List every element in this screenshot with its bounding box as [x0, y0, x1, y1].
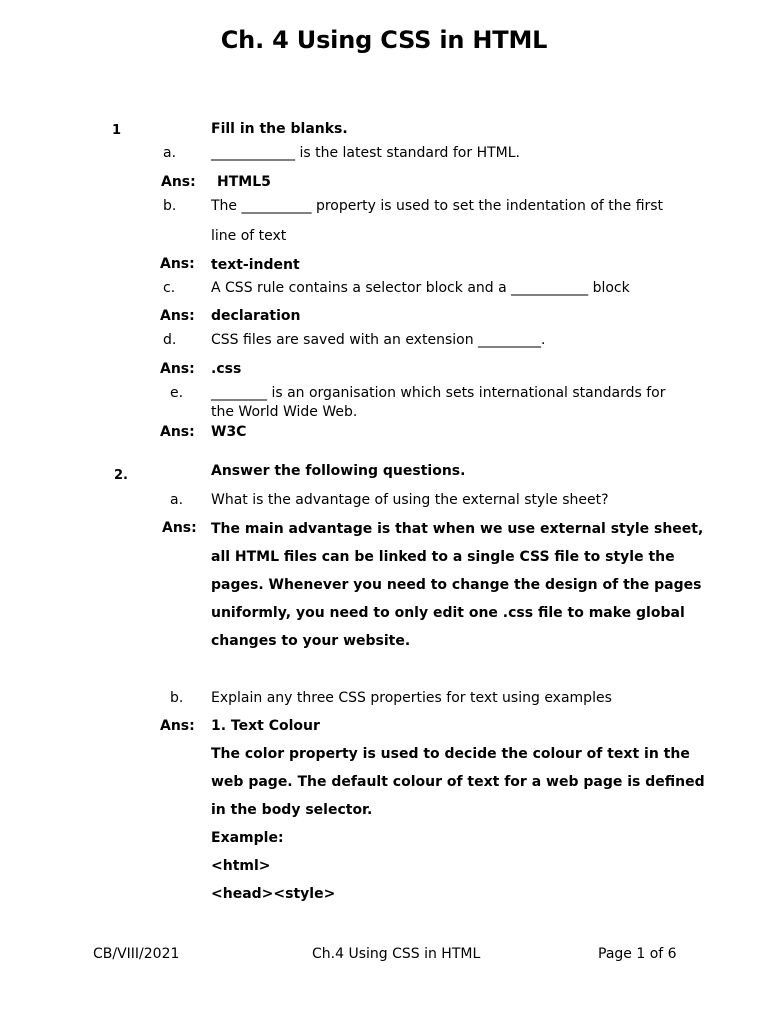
footer-left: CB/VIII/2021: [93, 946, 180, 962]
q2-a-answer-line: all HTML files can be linked to a single CSS file to style the: [211, 549, 675, 565]
item-b-ans-label: Ans:: [160, 256, 195, 272]
item-a-label: a.: [163, 145, 177, 161]
question-2-number: 2.: [114, 468, 128, 483]
item-e-label: e.: [170, 385, 184, 401]
q2-a-answer-line: uniformly, you need to only edit one .css file to make global: [211, 605, 685, 621]
q2-b-label: b.: [170, 690, 184, 706]
item-e-answer: W3C: [211, 424, 247, 440]
question-1-heading: Fill in the blanks.: [211, 121, 348, 137]
item-e-text-line1: ________ is an organisation which sets international standards for: [211, 385, 666, 401]
item-b-text-line1: The __________ property is used to set the indentation of the first: [211, 198, 664, 214]
item-b-answer: text-indent: [211, 257, 300, 273]
q2-b-answer-line: Example:: [211, 830, 284, 846]
item-e-text-line2: the World Wide Web.: [211, 404, 358, 420]
item-a-text: ____________ is the latest standard for HTML.: [211, 145, 520, 161]
q2-a-text: What is the advantage of using the external style sheet?: [211, 492, 609, 508]
q2-b-text: Explain any three CSS properties for text using examples: [211, 690, 612, 706]
q2-b-answer-line: in the body selector.: [211, 802, 373, 818]
item-d-ans-label: Ans:: [160, 361, 195, 377]
q2-b-ans-label: Ans:: [160, 718, 195, 734]
item-c-label: c.: [163, 280, 176, 296]
item-c-text: A CSS rule contains a selector block and a ___________ block: [211, 280, 630, 296]
q2-a-label: a.: [170, 492, 184, 508]
page-title: Ch. 4 Using CSS in HTML: [220, 26, 548, 54]
item-a-answer: HTML5: [217, 174, 271, 190]
q2-a-answer-line: changes to your website.: [211, 633, 411, 649]
item-d-label: d.: [163, 332, 177, 348]
item-c-ans-label: Ans:: [160, 308, 195, 324]
item-b-label: b.: [163, 198, 177, 214]
q2-a-answer-line: pages. Whenever you need to change the design of the pages: [211, 577, 702, 593]
q2-b-answer-line: The color property is used to decide the colour of text in the: [211, 746, 690, 762]
q2-a-answer-line: The main advantage is that when we use external style sheet,: [211, 521, 704, 537]
question-2-heading: Answer the following questions.: [211, 463, 466, 479]
question-1-number: 1: [112, 123, 122, 138]
footer-page-number: Page 1 of 6: [598, 946, 677, 962]
item-b-text-line2: line of text: [211, 228, 287, 244]
footer-center: Ch.4 Using CSS in HTML: [312, 946, 481, 962]
item-d-text: CSS files are saved with an extension _________.: [211, 332, 546, 348]
q2-b-answer-line: 1. Text Colour: [211, 718, 320, 734]
q2-b-answer-line: <head><style>: [211, 886, 336, 902]
q2-b-answer-line: <html>: [211, 858, 271, 874]
item-a-ans-label: Ans:: [161, 174, 196, 190]
item-e-ans-label: Ans:: [160, 424, 195, 440]
q2-a-ans-label: Ans:: [162, 520, 197, 536]
item-c-answer: declaration: [211, 308, 301, 324]
q2-b-answer-line: web page. The default colour of text for a web page is defined: [211, 774, 705, 790]
item-d-answer: .css: [211, 361, 242, 377]
